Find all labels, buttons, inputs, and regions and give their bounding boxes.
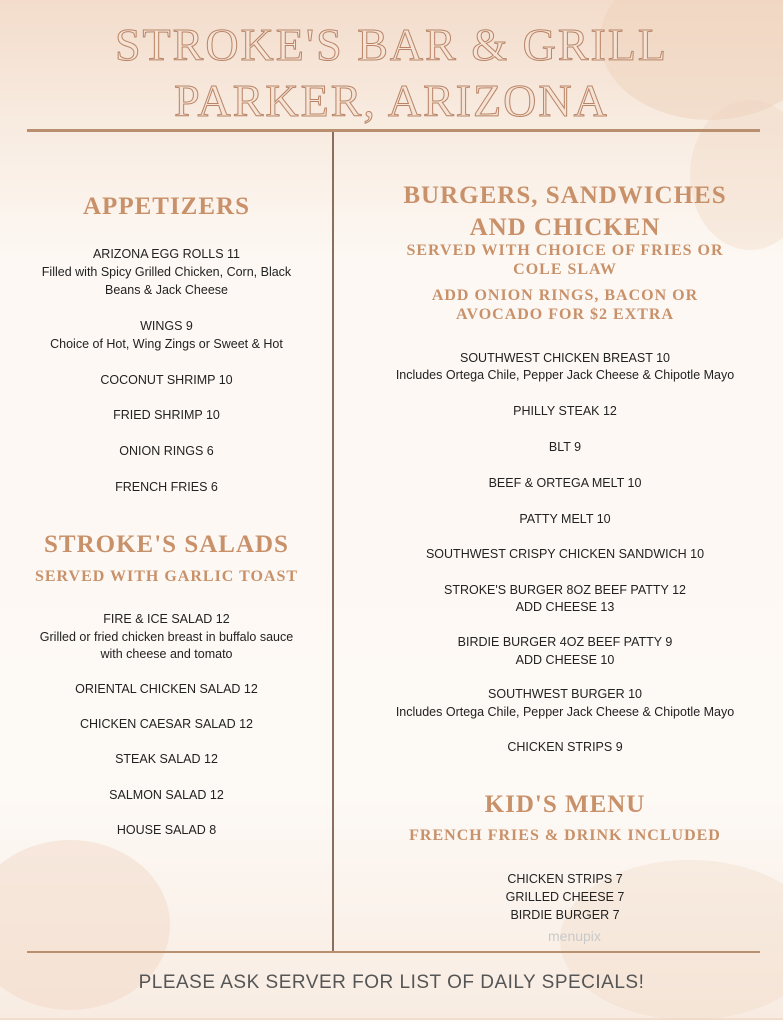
menu-item: HOUSE SALAD 8 <box>116 823 217 837</box>
menu-item: BIRDIE BURGER 7 <box>510 908 620 922</box>
kids-subheading: FRENCH FRIES & DRINK INCLUDED <box>409 827 721 844</box>
menu-item: SOUTHWEST CRISPY CHICKEN SANDWICH 10 <box>425 547 705 561</box>
menu-item-desc: Choice of Hot, Wing Zings or Sweet & Hot <box>50 337 283 351</box>
burgers-extras: ADD ONION RINGS, BACON OR <box>431 287 699 304</box>
restaurant-location: PARKER, ARIZONA <box>174 75 609 126</box>
menu-item-desc: ADD CHEESE 13 <box>515 600 615 614</box>
menu-item: SALMON SALAD 12 <box>109 788 224 802</box>
header-divider <box>27 129 760 132</box>
salads-heading: STROKE'S SALADS <box>44 531 289 558</box>
watermark: menupix <box>548 928 601 944</box>
appetizers-heading: APPETIZERS <box>83 193 250 220</box>
burgers-subheading: SERVED WITH CHOICE OF FRIES OR <box>406 242 724 259</box>
menu-item: COCONUT SHRIMP 10 <box>100 373 233 387</box>
salads-subheading: SERVED WITH GARLIC TOAST <box>34 568 299 585</box>
footer-divider <box>27 951 760 953</box>
menu-item: BIRDIE BURGER 4OZ BEEF PATTY 9 <box>457 635 673 649</box>
burgers-heading: BURGERS, SANDWICHES <box>403 182 727 209</box>
menu-item: ORIENTAL CHICKEN SALAD 12 <box>75 682 258 696</box>
menu-item: SOUTHWEST BURGER 10 <box>488 687 642 701</box>
menu-item-desc: Filled with Spicy Grilled Chicken, Corn, Black <box>41 265 292 279</box>
menu-item: CHICKEN STRIPS 9 <box>507 740 623 754</box>
menu-item-desc: Grilled or fried chicken breast in buffalo sauce <box>39 630 294 644</box>
restaurant-name: STROKE'S BAR & GRILL <box>114 19 669 70</box>
menu-item-desc: Includes Ortega Chile, Pepper Jack Cheese & Chipotle Mayo <box>395 368 735 382</box>
menu-item-desc: with cheese and tomato <box>100 647 233 661</box>
menu-item: GRILLED CHEESE 7 <box>505 890 625 904</box>
menu-item-desc: ADD CHEESE 10 <box>515 653 615 667</box>
menu-item: STEAK SALAD 12 <box>115 752 218 766</box>
menu-item: FIRE & ICE SALAD 12 <box>103 612 230 626</box>
menu-item: ONION RINGS 6 <box>119 444 214 458</box>
menu-item: FRIED SHRIMP 10 <box>113 408 220 422</box>
menu-item: STROKE'S BURGER 8OZ BEEF PATTY 12 <box>443 583 687 597</box>
daily-specials-note: PLEASE ASK SERVER FOR LIST OF DAILY SPECIALS! <box>138 972 645 993</box>
menu-item: BEEF & ORTEGA MELT 10 <box>488 476 642 490</box>
menu-item: PHILLY STEAK 12 <box>513 404 617 418</box>
menu-item: CHICKEN CAESAR SALAD 12 <box>80 717 253 731</box>
kids-heading: KID'S MENU <box>484 791 646 818</box>
menu-item-desc: Includes Ortega Chile, Pepper Jack Cheese & Chipotle Mayo <box>395 705 735 719</box>
menu-item: ARIZONA EGG ROLLS 11 <box>92 247 241 261</box>
burgers-extras: AVOCADO FOR $2 EXTRA <box>455 306 675 323</box>
menu-item: WINGS 9 <box>140 319 193 333</box>
menu-item: PATTY MELT 10 <box>519 512 611 526</box>
menu-item: CHICKEN STRIPS 7 <box>507 872 623 886</box>
menu-item: FRENCH FRIES 6 <box>115 480 218 494</box>
burgers-heading: AND CHICKEN <box>469 214 661 241</box>
menu-item: SOUTHWEST CHICKEN BREAST 10 <box>460 351 670 365</box>
menu-item-desc: Beans & Jack Cheese <box>105 283 228 297</box>
burgers-subheading: COLE SLAW <box>513 261 617 278</box>
menu-item: BLT 9 <box>548 440 582 454</box>
